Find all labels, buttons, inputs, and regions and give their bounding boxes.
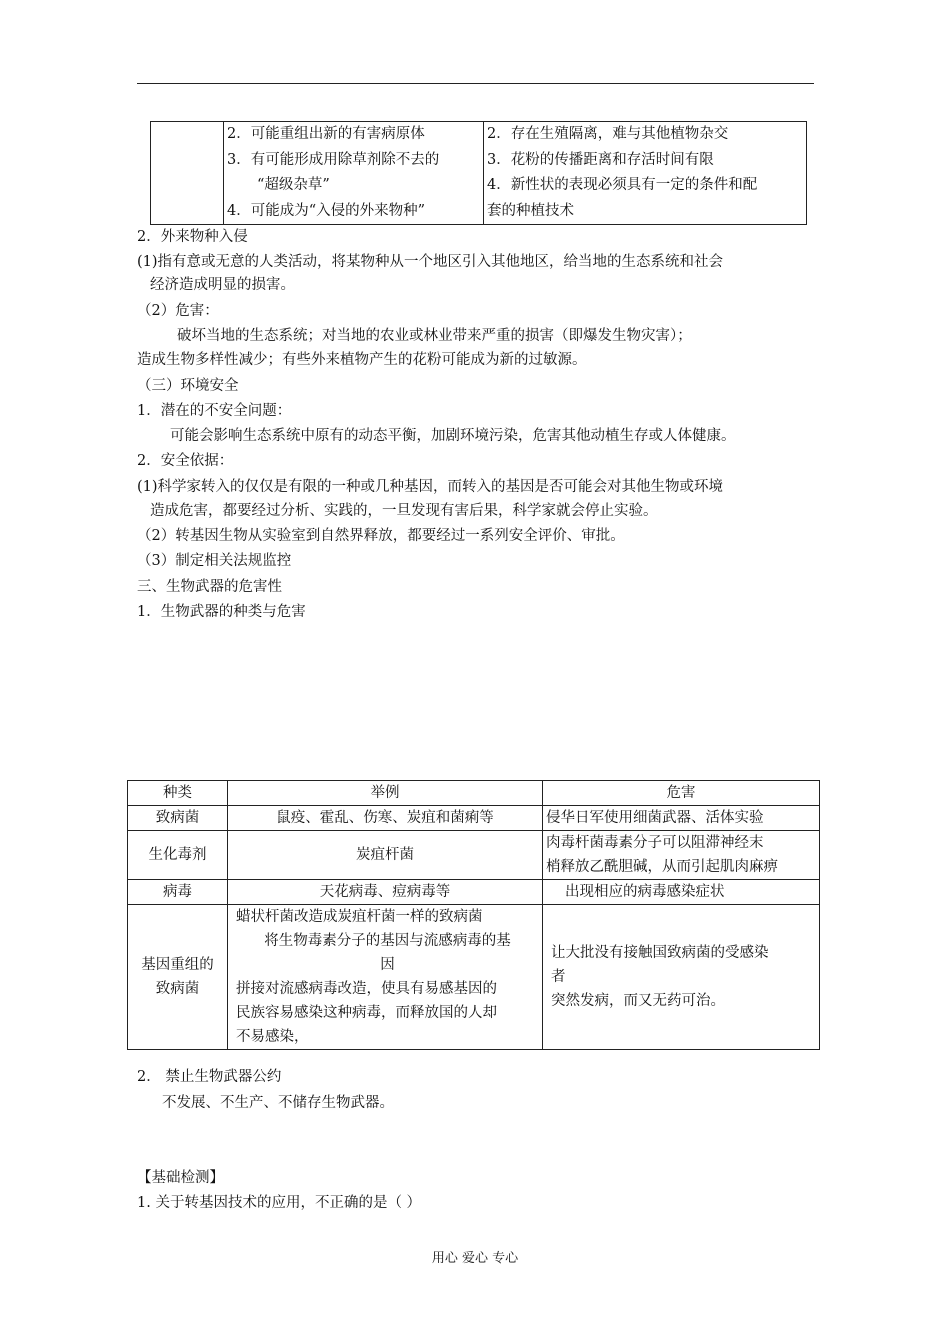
paragraph-line: (1)指有意或无意的人类活动，将某物种从一个地区引入其他地区，给当地的生态系统和社会 <box>137 254 724 270</box>
table-row <box>128 880 820 905</box>
safety-item: 套的种植技术 <box>487 202 574 219</box>
risk-item: “超级杂草” <box>257 177 330 193</box>
paragraph-line: 造成危害，都要经过分析、实践的，一旦发现有害后果，科学家就会停止实验。 <box>150 503 658 519</box>
example-line: 拼接对流感病毒改造，使具有易感基因的 <box>236 981 497 997</box>
table-row <box>151 122 807 225</box>
example-line: 将生物毒素分子的基因与流感病毒的基 <box>264 933 511 949</box>
harm-line: 梢释放乙酰胆碱，从而引起肌肉麻痹 <box>546 859 778 875</box>
paragraph-line: （3）制定相关法规监控 <box>137 553 292 569</box>
example-line: 不易感染， <box>236 1029 309 1045</box>
header-rule <box>137 83 814 84</box>
harm-line: 让大批没有接触国致病菌的受感染 <box>551 945 769 961</box>
table-cell-risks <box>224 122 484 225</box>
paragraph-line: 经济造成明显的损害。 <box>150 277 295 293</box>
bio-weapons-table <box>127 780 820 1050</box>
cell-type: 病毒 <box>128 880 228 905</box>
paragraph-line: （2）转基因生物从实验室到自然界释放，都要经过一系列安全评价、审批。 <box>137 528 625 544</box>
header-example: 举例 <box>228 781 543 806</box>
subheading: 1．潜在的不安全问题： <box>137 403 292 419</box>
question-1: 1. 关于转基因技术的应用，不正确的是（ ） <box>137 1195 422 1211</box>
example-line: 民族容易感染这种病毒，而释放国的人却 <box>236 1005 497 1021</box>
paragraph-line: (1)科学家转入的仅仅是有限的一种或几种基因，而转入的基因是否可能会对其他生物或环境 <box>137 479 724 495</box>
section-title: 【基础检测】 <box>137 1170 224 1186</box>
example-line: 因 <box>380 957 395 973</box>
cell-example <box>228 905 543 1050</box>
heading-environment-safety: （三）环境安全 <box>137 378 239 394</box>
risk-item: 4．可能成为“入侵的外来物种” <box>227 202 426 219</box>
header-harm: 危害 <box>543 781 820 806</box>
table-row <box>128 831 820 880</box>
table-header-row <box>128 781 820 806</box>
paragraph-line: 造成生物多样性减少；有些外来植物产生的花粉可能成为新的过敏源。 <box>137 352 587 368</box>
safety-item: 4．新性状的表现必须具有一定的条件和配 <box>487 177 758 193</box>
table-cell-safety <box>484 122 807 225</box>
type-line: 致病菌 <box>155 981 200 997</box>
risk-item: 3．有可能形成用除草剂除不去的 <box>227 151 440 168</box>
cell-harm: 侵华日军使用细菌武器、活体实验 <box>543 806 820 831</box>
subheading: （2）危害： <box>137 303 219 319</box>
harm-line: 者 <box>551 969 566 985</box>
paragraph-line: 破坏当地的生态系统；对当地的农业或林业带来严重的损害（即爆发生物灾害）； <box>177 328 692 344</box>
type-line: 基因重组的 <box>141 957 214 973</box>
cell-type <box>128 905 228 1050</box>
page-footer: 用心 爱心 专心 <box>431 1251 519 1266</box>
cell-type: 致病菌 <box>128 806 228 831</box>
gm-safety-table <box>150 121 807 225</box>
table-row <box>128 806 820 831</box>
cell-type: 生化毒剂 <box>128 831 228 880</box>
example-line: 蜡状杆菌改造成炭疽杆菌一样的致病菌 <box>236 909 483 925</box>
subheading: 2．安全依据： <box>137 453 234 469</box>
paragraph-line: 不发展、不生产、不储存生物武器。 <box>162 1095 394 1111</box>
table-cell-empty <box>151 122 224 225</box>
cell-harm <box>543 905 820 1050</box>
safety-item: 2．存在生殖隔离，难与其他植物杂交 <box>487 126 729 142</box>
heading-invasive-species: 2．外来物种入侵 <box>137 229 248 245</box>
heading-bio-weapons: 三、生物武器的危害性 <box>137 579 282 595</box>
paragraph-line: 可能会影响生态系统中原有的动态平衡，加剧环境污染，危害其他动植生存或人体健康。 <box>170 428 736 444</box>
cell-harm <box>543 831 820 880</box>
harm-line: 突然发病，而又无药可治。 <box>551 993 725 1009</box>
table-row <box>128 905 820 1050</box>
risk-item: 2．可能重组出新的有害病原体 <box>227 126 425 142</box>
cell-example: 炭疽杆菌 <box>228 831 543 880</box>
safety-item: 3．花粉的传播距离和存活时间有限 <box>487 151 714 168</box>
heading-convention: 2． 禁止生物武器公约 <box>137 1069 282 1085</box>
subheading: 1．生物武器的种类与危害 <box>137 604 306 620</box>
cell-example: 鼠疫、霍乱、伤寒、炭疽和菌痢等 <box>228 806 543 831</box>
cell-harm: 出现相应的病毒感染症状 <box>543 880 820 905</box>
cell-example: 天花病毒、痘病毒等 <box>228 880 543 905</box>
harm-line: 肉毒杆菌毒素分子可以阻滞神经末 <box>546 835 764 851</box>
header-type: 种类 <box>128 781 228 806</box>
